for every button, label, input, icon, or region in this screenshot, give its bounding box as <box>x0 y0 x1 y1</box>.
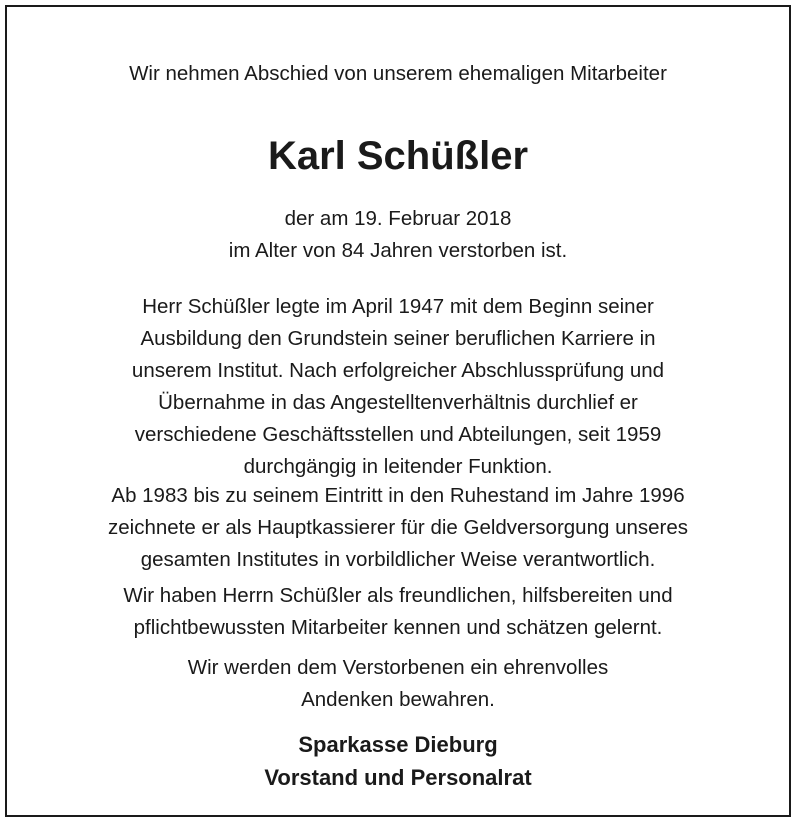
text-line: Wir haben Herrn Schüßler als freundlichen, hilfsbereiten und <box>123 584 673 607</box>
death-age-line: im Alter von 84 Jahren verstorben ist. <box>228 239 568 262</box>
text-line: verschiedene Geschäftsstellen und Abteilungen, seit 1959 <box>134 423 662 446</box>
text-line: durchgängig in leitender Funktion. <box>243 455 553 478</box>
memory-paragraph <box>7 652 789 716</box>
intro-line: Wir nehmen Abschied von unserem ehemaligen Mitarbeiter <box>129 62 667 85</box>
text-line: Ab 1983 bis zu seinem Eintritt in den Ruhestand im Jahre 1996 <box>111 484 685 507</box>
text-line: Andenken bewahren. <box>301 688 495 711</box>
text-line: unserem Institut. Nach erfolgreicher Abschlussprüfung und <box>131 359 665 382</box>
death-info <box>7 203 789 267</box>
career-paragraph <box>7 291 789 483</box>
death-date-line: der am 19. Februar 2018 <box>284 207 512 230</box>
text-line: pflichtbewussten Mitarbeiter kennen und schätzen gelernt. <box>133 616 663 639</box>
signature-organization: Sparkasse Dieburg <box>298 732 498 757</box>
text-line: Ausbildung den Grundstein seiner beruflichen Karriere in <box>140 327 656 350</box>
signature-board: Vorstand und Personalrat <box>264 765 532 790</box>
text-line: Wir werden dem Verstorbenen ein ehrenvolles <box>187 656 609 679</box>
signature-block <box>7 728 789 794</box>
text-line: Herr Schüßler legte im April 1947 mit dem Beginn seiner <box>142 295 654 318</box>
text-line: Übernahme in das Angestelltenverhältnis durchlief er <box>158 391 638 414</box>
role-paragraph <box>7 480 789 576</box>
text-line: gesamten Institutes in vorbildlicher Weise verantwortlich. <box>140 548 656 571</box>
obituary-notice <box>5 5 791 817</box>
deceased-name: Karl Schüßler <box>267 134 529 178</box>
appreciation-paragraph <box>7 580 789 644</box>
text-line: zeichnete er als Hauptkassierer für die Geldversorgung unseres <box>108 516 688 539</box>
